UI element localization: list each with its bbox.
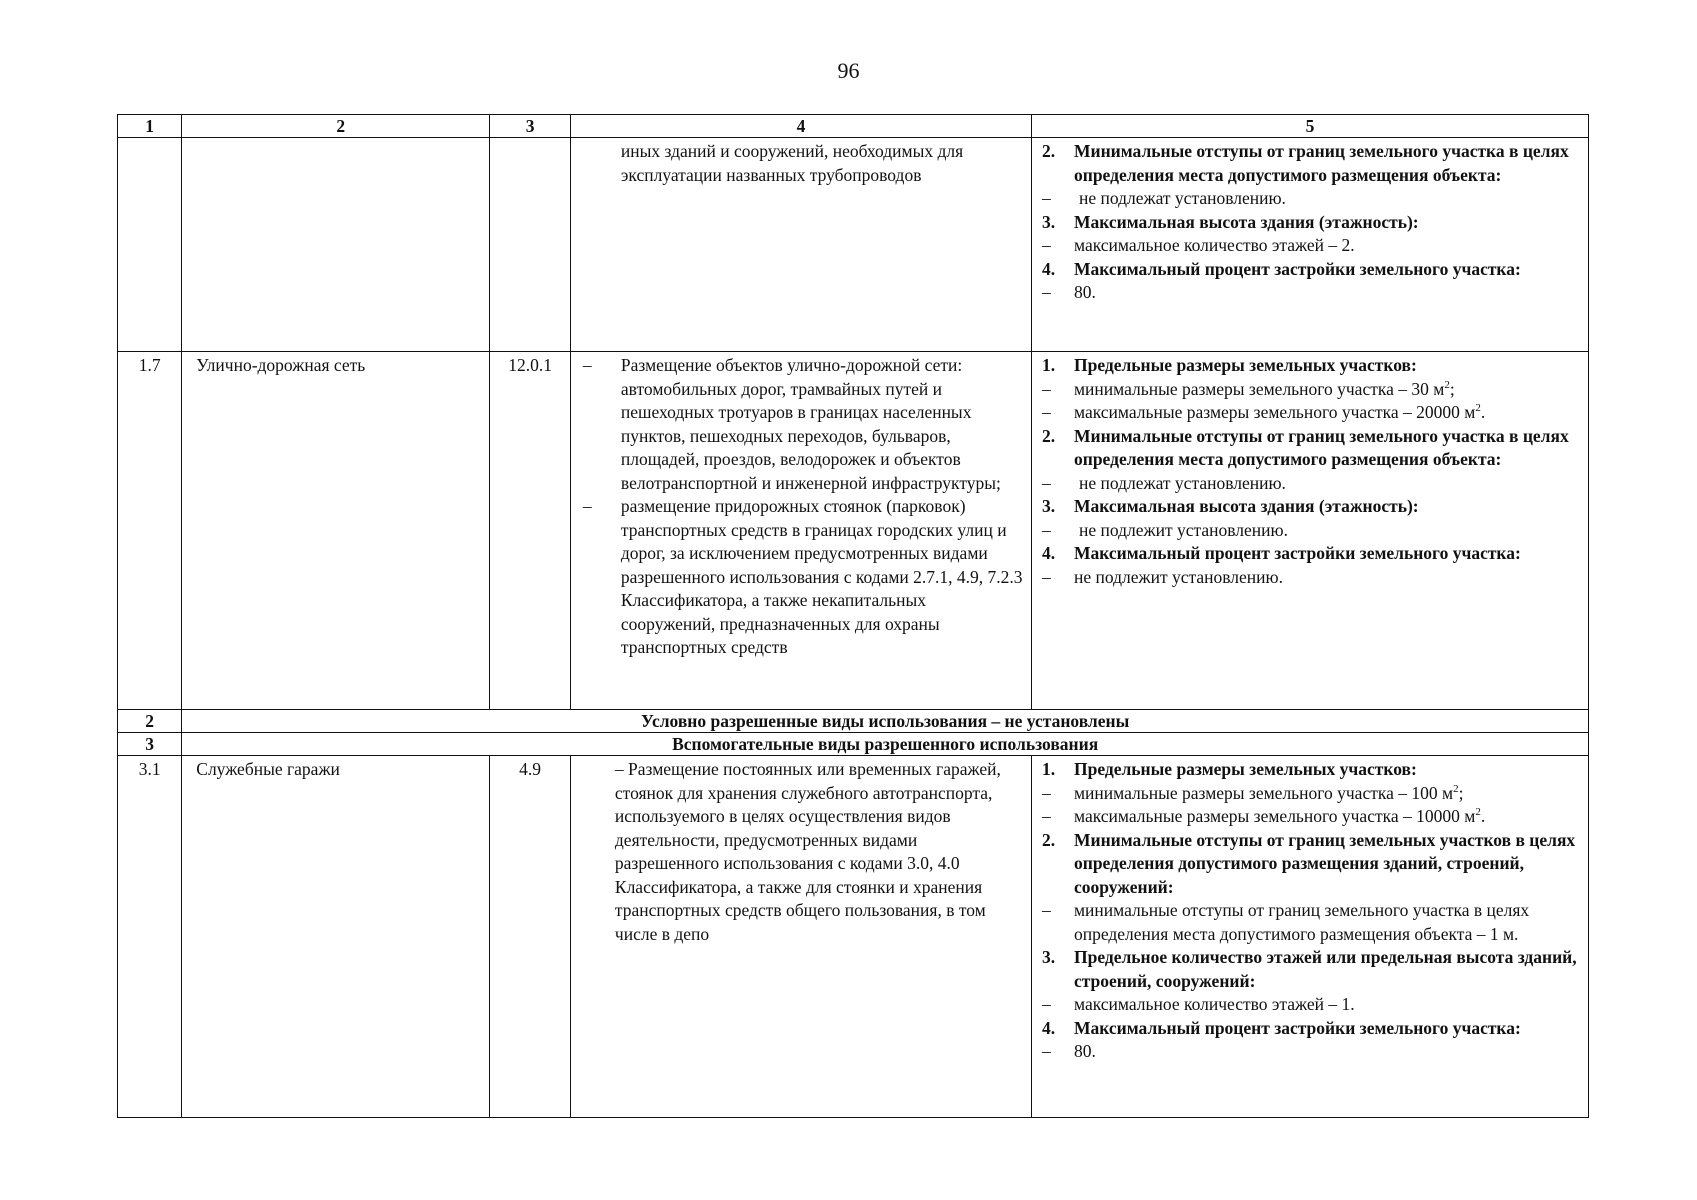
list-marker: – [1041, 282, 1051, 302]
list-marker: – [582, 355, 592, 375]
list-marker: 3. [1041, 211, 1056, 232]
list-item [1040, 566, 1580, 590]
use-parameters [1031, 138, 1588, 352]
list-text: не подлежит установлению. [1078, 519, 1288, 540]
header-col-1: 1 [118, 115, 182, 138]
list-item [1040, 993, 1580, 1017]
list-text: Предельное количество этажей или предельная высота зданий, строений, сооружений: [1073, 947, 1577, 991]
list-text: Минимальные отступы от границ земельных участков в целях определения допустимого размещения зданий, строений, сооружений: [1073, 829, 1576, 897]
list-item [1040, 495, 1580, 519]
row-number [118, 138, 182, 352]
use-name: Служебные гаражи [182, 756, 490, 1118]
header-col-3: 3 [490, 115, 571, 138]
list-marker: 2. [1041, 425, 1056, 446]
use-name: Улично-дорожная сеть [182, 352, 490, 710]
list-item [1040, 258, 1580, 282]
list-item [1040, 378, 1580, 402]
list-item [1040, 211, 1580, 235]
list-text: Максимальная высота здания (этажность): [1073, 496, 1419, 516]
list-item [1040, 472, 1580, 496]
list-text: 80. [1073, 1041, 1096, 1061]
section-row [118, 710, 1589, 733]
list-item [1040, 829, 1580, 900]
list-marker: 4. [1041, 258, 1056, 279]
list-marker: – [1041, 1041, 1051, 1061]
list-item [1040, 281, 1580, 305]
list-item [1040, 946, 1580, 993]
list-text: максимальное количество этажей – 1. [1073, 994, 1355, 1014]
list-item [1040, 758, 1580, 782]
list-marker: – [1041, 994, 1051, 1014]
list-item [1040, 1017, 1580, 1041]
list-text: не подлежит установлению. [1073, 566, 1283, 587]
list-item [1040, 140, 1580, 187]
list-item [1040, 519, 1580, 543]
list-marker: 4. [1041, 543, 1056, 563]
table-row [118, 756, 1589, 1118]
list-marker: 2. [1041, 141, 1056, 161]
list-marker: 1. [1041, 355, 1056, 375]
list-item [1040, 782, 1580, 806]
list-item [1040, 899, 1580, 946]
list-text: максимальные размеры земельного участка – 10000 $м^2$. [1073, 806, 1486, 826]
section-title: Условно разрешенные виды использования – не установлены [182, 710, 1589, 733]
list-text: Максимальный процент застройки земельного участка: [1073, 1017, 1521, 1038]
use-description [570, 138, 1031, 352]
list-text: минимальные размеры земельного участка – 30 $м^2$; [1073, 378, 1455, 399]
list-text: Предельные размеры земельных участков: [1073, 355, 1417, 375]
list-text: иных зданий и сооружений, необходимых для [620, 141, 964, 161]
list-marker: – [1041, 402, 1051, 422]
list-text: минимальные отступы от границ земельного участка в целях определения места допустимого размещения объекта – 1 м. [1073, 900, 1530, 944]
use-code [490, 138, 571, 352]
header-col-5: 5 [1031, 115, 1588, 138]
list-marker: – [1041, 188, 1051, 208]
list-item [1040, 187, 1580, 211]
list-item [579, 164, 1023, 188]
list-marker: 3. [1041, 496, 1056, 516]
list-marker: – [1041, 782, 1051, 803]
list-item [1040, 401, 1580, 425]
list-marker: – [1041, 378, 1051, 399]
list-item [1040, 234, 1580, 258]
list-marker: 2. [1041, 829, 1056, 850]
row-number: 3.1 [118, 756, 182, 1118]
list-text: Предельные размеры земельных участков: [1073, 759, 1417, 779]
list-text: эксплуатации названных трубопроводов [620, 164, 922, 185]
section-number: 3 [118, 733, 182, 756]
list-item [1040, 425, 1580, 472]
list-text: не подлежат установлению. [1078, 188, 1286, 208]
list-marker: 3. [1041, 947, 1056, 967]
list-text: Максимальный процент застройки земельного участка: [1073, 258, 1521, 279]
use-parameters [1031, 352, 1588, 710]
use-description [570, 756, 1031, 1118]
list-text: минимальные размеры земельного участка – 100 $м^2$; [1073, 782, 1464, 803]
list-text: Размещение объектов улично-дорожной сети: автомобильных дорог, трамвайных путей и пешеходных тротуаров в границах населенных пунктов, пешеходных переходов, бульваров, площадей, проездов, велодорожек и объектов велотранспортной и инженерной инфраструктуры; [620, 355, 1001, 493]
list-text: не подлежат установлению. [1078, 472, 1286, 493]
row-number: 1.7 [118, 352, 182, 710]
list-item [579, 495, 1023, 660]
list-item [615, 758, 1023, 946]
list-marker: – [582, 496, 592, 516]
table-row [118, 138, 1589, 352]
list-text: 80. [1073, 282, 1096, 302]
list-marker: – [1041, 900, 1051, 920]
list-text: максимальные размеры земельного участка – 20000 $м^2$. [1073, 402, 1486, 422]
header-col-2: 2 [182, 115, 490, 138]
list-item [1040, 805, 1580, 829]
page-number: 96 [837, 58, 860, 83]
list-marker: – [1041, 472, 1051, 493]
table-row [118, 352, 1589, 710]
use-code: 4.9 [490, 756, 571, 1118]
list-item [1040, 1040, 1580, 1064]
list-text: Максимальная высота здания (этажность): [1073, 211, 1419, 232]
list-item [1040, 354, 1580, 378]
use-name [182, 138, 490, 352]
list-text: размещение придорожных стоянок (парковок) транспортных средств в границах городских улиц и дорог, за исключением предусмотренных видами разрешенного использования с кодами 2.7.1, 4.9, 7.2.3 Классификатора, а также некапитальных сооружений, предназначенных для охраны транспортных средств [620, 496, 1023, 657]
list-marker: – [1041, 235, 1051, 255]
list-text: максимальное количество этажей – 2. [1073, 235, 1355, 255]
section-number: 2 [118, 710, 182, 733]
regulations-table [117, 114, 1589, 1118]
list-marker: – [1041, 806, 1051, 826]
use-description [570, 352, 1031, 710]
list-text: – Размещение постоянных или временных гаражей, стоянок для хранения служебного автотранспорта, используемого в целях осуществления видов деятельности, предусмотренных видами разрешенного использования с кодами 3.0, 4.0 Классификатора, а также для стоянки и хранения транспортных средств общего пользования, в том числе в депо [614, 759, 1001, 944]
section-title: Вспомогательные виды разрешенного использования [182, 733, 1589, 756]
list-item [1040, 542, 1580, 566]
list-marker: – [1041, 566, 1051, 587]
list-marker: – [614, 759, 629, 779]
header-col-4: 4 [570, 115, 1031, 138]
use-parameters [1031, 756, 1588, 1118]
list-marker: 4. [1041, 1017, 1056, 1038]
list-item [579, 354, 1023, 495]
list-marker: 1. [1041, 759, 1056, 779]
list-text: Максимальный процент застройки земельного участка: [1073, 543, 1521, 563]
header-row [118, 115, 1589, 138]
list-text: Минимальные отступы от границ земельного участка в целях определения места допустимого размещения объекта: [1073, 425, 1569, 469]
list-marker: – [1041, 519, 1051, 540]
list-item [579, 140, 1023, 164]
use-code: 12.0.1 [490, 352, 571, 710]
section-row [118, 733, 1589, 756]
list-text: Минимальные отступы от границ земельного участка в целях определения места допустимого размещения объекта: [1073, 141, 1569, 185]
